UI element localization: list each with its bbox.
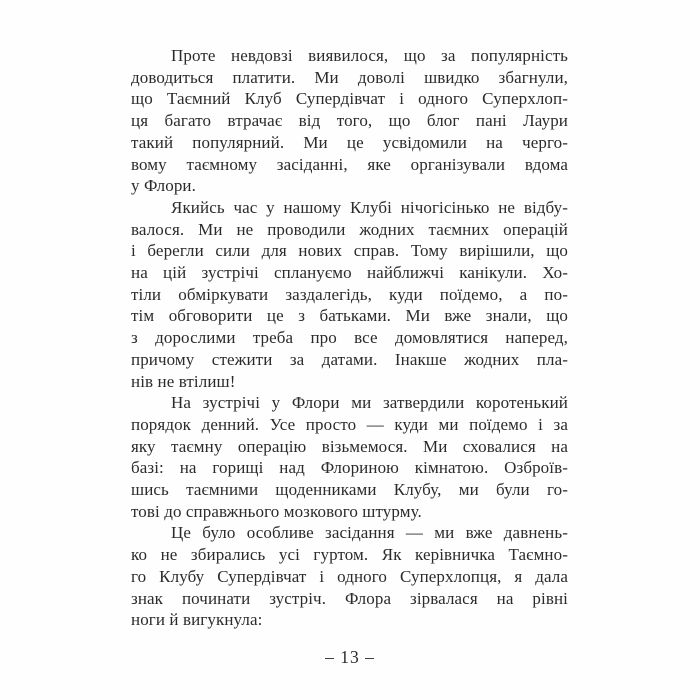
text-line: Якийсь час у нашому Клубі нічогісінько не відбу- — [171, 197, 568, 217]
text-line: такий популярний. Ми це усвідомили на черго- — [131, 132, 568, 152]
text-line: Проте невдовзі виявилося, що за популярність — [171, 46, 568, 65]
text-line: доводиться платити. Ми доволі швидко збагнули, — [131, 67, 568, 87]
text-line: тові до справжнього мозкового штурму. — [131, 501, 422, 521]
text-line: валося. Ми не проводили жодних таємних операцій — [131, 219, 568, 239]
text-line: ко не збирались усі гуртом. Як керівничка Таємно- — [131, 545, 568, 565]
text-line: тіли обміркувати заздалегідь, куди поїдемо, а по- — [131, 284, 568, 304]
paragraph — [131, 522, 568, 631]
paragraph — [131, 392, 568, 522]
text-line: Це було особливе засідання — ми вже давнень- — [171, 523, 568, 543]
text-line: вому таємному засіданні, яке організували вдома — [131, 154, 568, 174]
text-line: і берегли сили для нових справ. Тому вирішили, що — [131, 241, 568, 261]
text-line: у Флори. — [131, 176, 196, 196]
text-line: ця багато втрачає від того, що блог пані Лаури — [131, 111, 568, 131]
page-number: – 13 – — [325, 647, 375, 667]
text-line: нів не втілиш! — [131, 371, 236, 391]
text-line: яку таємну операцію візьмемося. Ми сховалися на — [131, 436, 568, 456]
text-line: тім обговорити це з батьками. Ми вже знали, що — [131, 306, 568, 326]
text-line: го Клубу Супердівчат і одного Суперхлопця, я дала — [131, 566, 568, 586]
text-line: базі: на горищі над Флориною кімнатою. Озброїв- — [131, 458, 568, 478]
text-line: На зустрічі у Флори ми затвердили коротенький — [171, 393, 568, 413]
text-line: причому стежити за датами. Інакше жодних пла- — [131, 349, 568, 369]
text-line: що Таємний Клуб Супердівчат і одного Суперхлоп- — [131, 89, 568, 109]
text-line: з дорослими треба про все домовлятися наперед, — [131, 328, 568, 348]
paragraph — [131, 197, 568, 392]
text-line: шись таємними щоденниками Клубу, ми були го- — [131, 480, 568, 500]
page-text — [131, 45, 568, 631]
paragraph — [131, 45, 568, 197]
text-line: порядок денний. Усе просто — куди ми поїдемо і за — [131, 414, 568, 434]
text-line: на цій зустрічі сплануємо найближчі канікули. Хо- — [131, 263, 568, 283]
text-line: знак починати зустріч. Флора зірвалася на рівні — [131, 588, 568, 608]
text-line: ноги й вигукнула: — [131, 610, 263, 630]
